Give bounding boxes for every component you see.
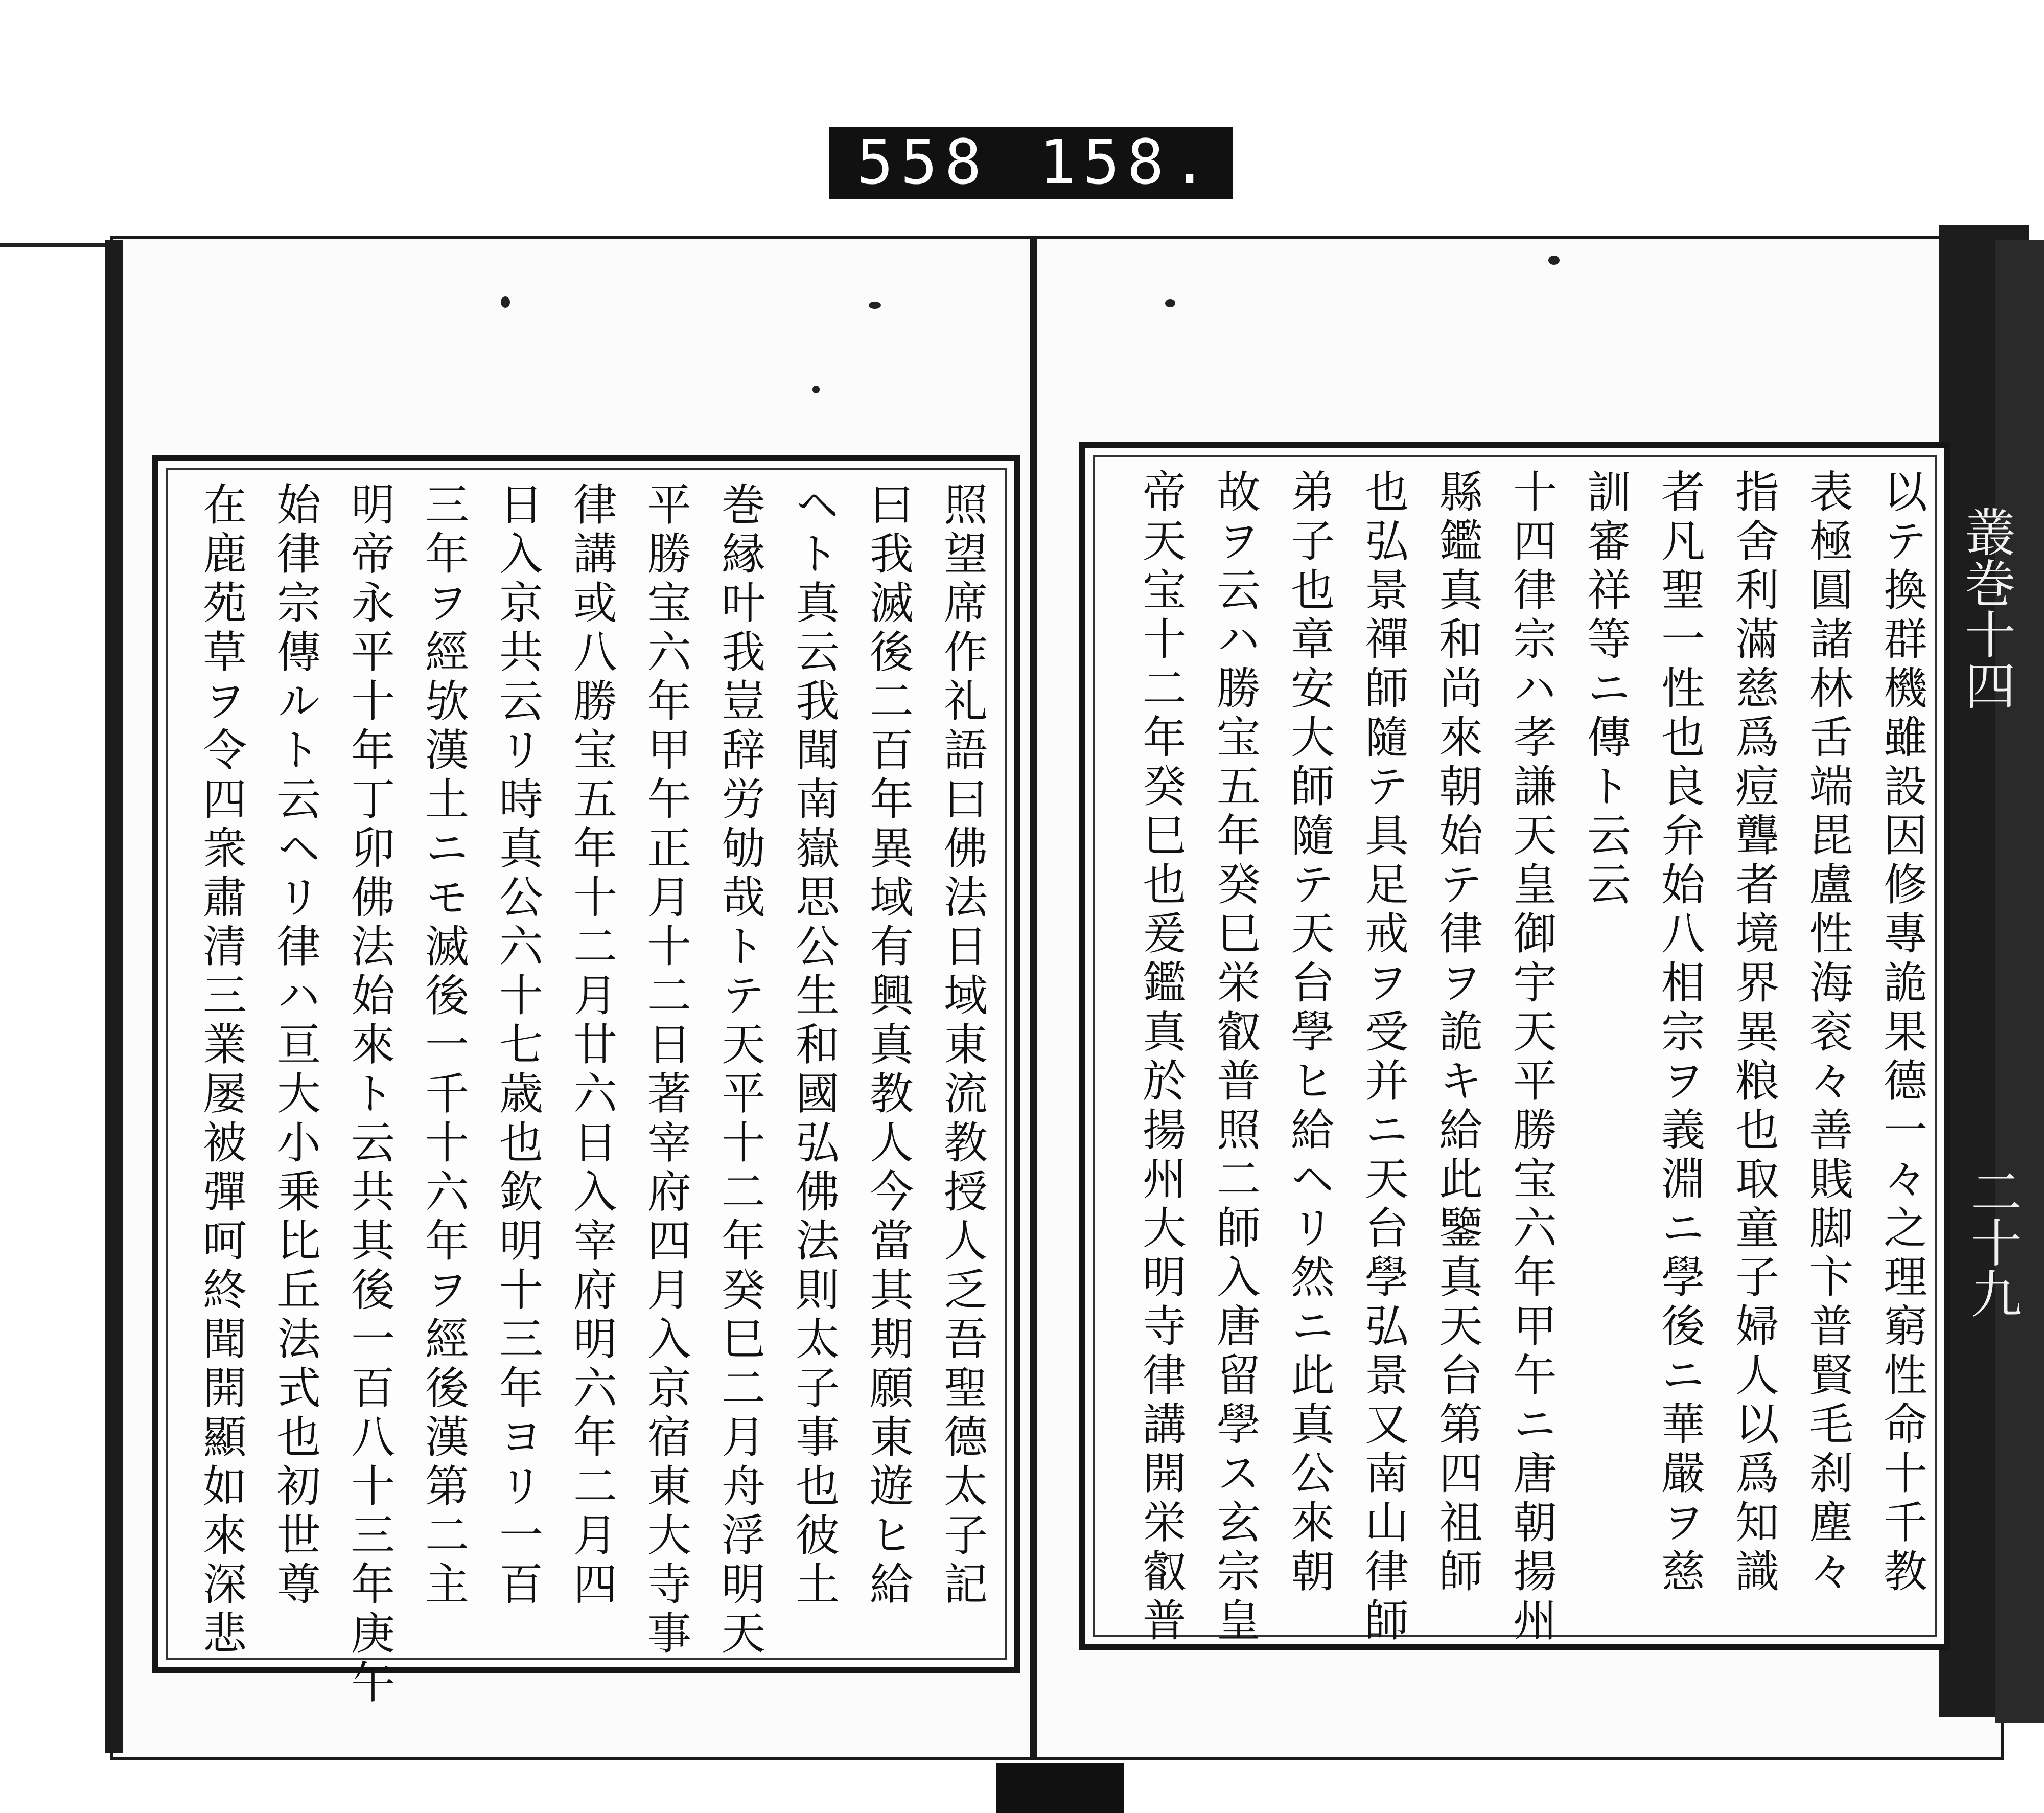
left-column-7: 日入京共云リ時真公六十七歳也欽明十三年ヨリ一百 xyxy=(492,481,543,1610)
ink-speck xyxy=(812,386,820,393)
ink-speck xyxy=(501,296,510,308)
right-column-10: 故ヲ云ハ勝宝五年癸巳栄叡普照二師入唐留學ス玄宗皇 xyxy=(1209,469,1260,1646)
left-column-8: 三年ヲ經欤漢土ニモ滅後一千十六年ヲ經後漢第二主 xyxy=(417,481,469,1610)
right-column-4: 者凡聖一性也良弁始八相宗ヲ義淵ニ學後ニ華嚴ヲ慈 xyxy=(1654,469,1705,1597)
right-page-frame xyxy=(1079,442,1950,1650)
left-book-edge xyxy=(105,240,123,1753)
banner-volume: 巻十四 xyxy=(1956,557,2016,710)
right-column-1: 以テ換群機雖設因修專詭果德一々之理窮性命十千教 xyxy=(1876,469,1927,1597)
left-page-frame xyxy=(152,455,1020,1708)
left-column-3: ヘト真云我聞南嶽思公生和國弘佛法則太子事也彼土 xyxy=(788,481,839,1610)
left-column-11: 在鹿苑草ヲ令四衆肅清三業屡被彈呵終聞開顯如來深悲 xyxy=(195,481,246,1659)
left-column-9: 明帝永平十年丁卯佛法始來ト云共其後一百八十三年庚午 xyxy=(343,481,394,1708)
left-column-10: 始律宗傳ルト云ヘリ律ハ亘大小乗比丘法式也初世尊 xyxy=(269,481,320,1610)
catalog-number-right: 158. xyxy=(1039,127,1215,198)
right-column-8: 也弘景禪師隨テ具足戒ヲ受并ニ天台學弘景又南山律師 xyxy=(1357,469,1408,1646)
folio-number: 二十九 xyxy=(1962,1165,2022,1319)
banner-title: 叢 xyxy=(1956,506,2016,557)
right-column-9: 弟子也章安大師隨テ天台學ヒ給ヘリ然ニ此真公來朝 xyxy=(1283,469,1334,1597)
ink-speck xyxy=(1548,256,1560,265)
ink-speck xyxy=(869,302,881,309)
left-column-4: 巻縁叶我豈辞労劬哉トテ天平十二年癸巳二月舟浮明天 xyxy=(714,481,765,1659)
right-column-5: 訓審祥等ニ傳ト云云 xyxy=(1580,469,1631,910)
catalog-label xyxy=(829,127,1233,199)
ink-speck xyxy=(1165,299,1175,307)
left-column-2: 曰我滅後二百年異域有興真教人今當其期願東遊ヒ給 xyxy=(862,481,913,1610)
right-column-7: 縣鑑真和尚來朝始テ律ヲ詭キ給此鑒真天台第四祖師 xyxy=(1431,469,1482,1597)
left-column-5: 平勝宝六年甲午正月十二日著宰府四月入京宿東大寺事 xyxy=(640,481,691,1659)
book-gutter xyxy=(1030,236,1037,1757)
right-column-2: 表極圓諸林舌端毘盧性海衮々善賎脚卞普賢毛刹塵々 xyxy=(1802,469,1853,1597)
bottom-tab xyxy=(996,1763,1124,1813)
right-column-3: 指舍利滿慈爲痘聾者境界異粮也取童子婦人以爲知識 xyxy=(1728,469,1779,1597)
left-column-6: 律講或八勝宝五年十二月廿六日入宰府明六年二月四 xyxy=(566,481,617,1610)
catalog-number-left: 558 xyxy=(856,127,989,198)
left-column-1: 照望席作礼語曰佛法日域東流教授人乏吾聖德太子記 xyxy=(936,481,987,1610)
right-column-11: 帝天宝十二年癸巳也爰鑑真於揚州大明寺律講開栄叡普 xyxy=(1135,469,1186,1646)
right-column-6: 十四律宗ハ孝謙天皇御宇天平勝宝六年甲午ニ唐朝揚州 xyxy=(1505,469,1557,1646)
hanshin-banner xyxy=(1943,460,2029,1636)
